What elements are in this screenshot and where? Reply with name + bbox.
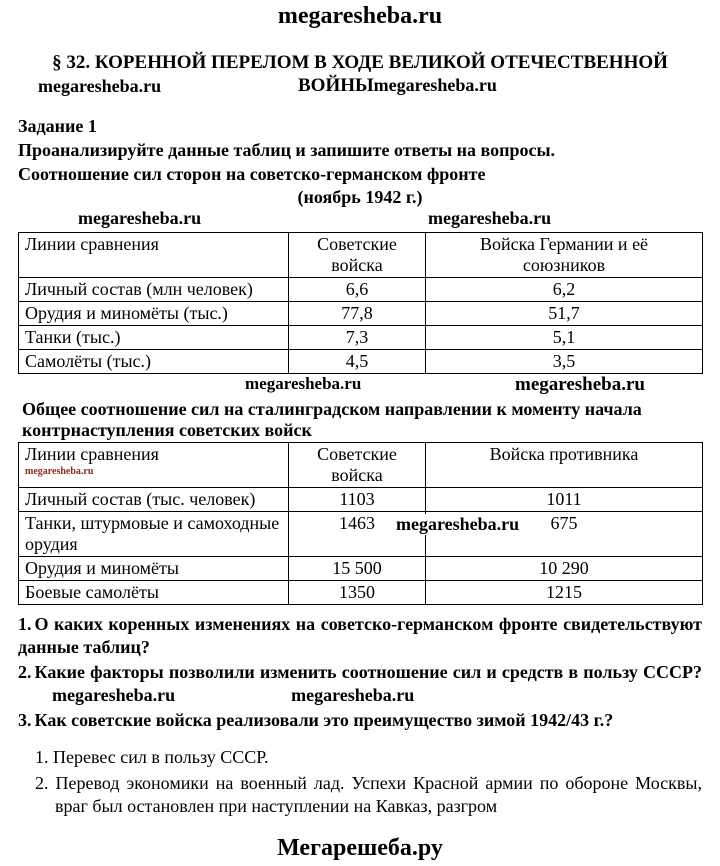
column-header bbox=[19, 443, 289, 488]
answer-number: 1. bbox=[35, 747, 49, 767]
row-label: Орудия и миномёты (тыс.) bbox=[19, 302, 289, 326]
stalingrad-forces-table bbox=[18, 442, 703, 605]
value-cell: 4,5 bbox=[289, 350, 426, 374]
table-header-row bbox=[19, 233, 703, 278]
row-label: Боевые самолёты bbox=[19, 581, 289, 605]
table2-title: Общее соотношение сил на сталинградском направлении к моменту начала контрнаступления советских войск bbox=[22, 399, 642, 440]
table-row bbox=[19, 581, 703, 605]
row-label: Личный состав (тыс. человек) bbox=[19, 488, 289, 512]
questions-block bbox=[18, 613, 702, 732]
answer-number: 2. bbox=[35, 773, 49, 793]
table1-title: Соотношение сил сторон на советско-германском фронте bbox=[18, 164, 486, 184]
question-2 bbox=[18, 661, 702, 707]
watermark: megaresheba.ru bbox=[373, 75, 497, 95]
section-title-word: ВОЙНЫ bbox=[298, 75, 374, 96]
watermark: megaresheba.ru bbox=[396, 514, 520, 534]
section-title-word-group bbox=[298, 75, 497, 97]
value-cell: 5,1 bbox=[426, 326, 703, 350]
value-cell: 3,5 bbox=[426, 350, 703, 374]
table-row bbox=[19, 557, 703, 581]
site-header-watermark: megaresheba.ru bbox=[277, 3, 443, 29]
watermark: megaresheba.ru bbox=[25, 466, 94, 477]
question-text: О каких коренных изменениях на советско-германском фронте свидетельствуют данные таблиц? bbox=[18, 614, 702, 657]
value-cell: 1011 bbox=[426, 488, 703, 512]
question-3 bbox=[18, 709, 702, 732]
answer-text: Перевод экономики на военный лад. Успехи Красной армии по обороне Москвы, враг был остановлен при наступлении на Кавказ, разгром bbox=[55, 773, 702, 816]
table-row bbox=[19, 326, 703, 350]
question-text: Как советские войска реализовали это преимущество зимой 1942/43 г.? bbox=[34, 710, 614, 730]
table-row bbox=[19, 278, 703, 302]
question-text: Какие факторы позволили изменить соотношение сил и средств в пользу СССР? bbox=[34, 662, 702, 682]
column-header: Советские войска bbox=[289, 443, 426, 488]
value-cell: 51,7 bbox=[426, 302, 703, 326]
column-header: Советские войска bbox=[289, 233, 426, 278]
value-cell: 10 290 bbox=[426, 557, 703, 581]
value-cell: 1215 bbox=[426, 581, 703, 605]
watermark: megaresheba.ru bbox=[515, 374, 645, 395]
column-header-text: Линии сравнения bbox=[25, 444, 159, 464]
value-cell: 1103 bbox=[289, 488, 426, 512]
column-header bbox=[426, 233, 703, 278]
value-cell bbox=[289, 512, 520, 557]
row-label: Самолёты (тыс.) bbox=[19, 350, 289, 374]
row-label: Личный состав (млн человек) bbox=[19, 278, 289, 302]
column-header-text: Войска Германии и её союзников bbox=[479, 234, 649, 275]
watermark: megaresheba.ru bbox=[428, 208, 552, 228]
site-footer: Мегарешеба.ру bbox=[277, 835, 443, 861]
value-cell: 6,6 bbox=[289, 278, 426, 302]
value-cell: 1350 bbox=[289, 581, 426, 605]
watermark-row bbox=[0, 208, 720, 231]
task-label: Задание 1 bbox=[18, 116, 97, 136]
question-1 bbox=[18, 613, 702, 659]
column-header: Линии сравнения bbox=[19, 233, 289, 278]
answers-block bbox=[35, 746, 702, 818]
watermark-row bbox=[0, 374, 720, 397]
task-instruction: Проанализируйте данные таблиц и запишите ответы на вопросы. bbox=[18, 140, 556, 160]
watermark: megaresheba.ru bbox=[38, 76, 162, 96]
row-label: Орудия и миномёты bbox=[19, 557, 289, 581]
question-number: 1. bbox=[18, 614, 32, 634]
section-title: § 32. КОРЕННОЙ ПЕРЕЛОМ В ХОДЕ ВЕЛИКОЙ ОТЕЧЕСТВЕННОЙ bbox=[52, 52, 668, 73]
value-text: 1463 bbox=[339, 513, 375, 533]
answer-2 bbox=[35, 772, 702, 818]
watermark: megaresheba.ru bbox=[245, 374, 362, 393]
value-cell: 15 500 bbox=[289, 557, 426, 581]
answer-text: Перевес сил в пользу СССР. bbox=[53, 747, 269, 767]
watermark: megaresheba.ru bbox=[52, 685, 176, 705]
table-header-row bbox=[19, 443, 703, 488]
value-cell: 7,3 bbox=[289, 326, 426, 350]
column-header: Войска противника bbox=[426, 443, 703, 488]
value-cell: 77,8 bbox=[289, 302, 426, 326]
table-row bbox=[19, 488, 703, 512]
answer-1 bbox=[35, 746, 702, 769]
question-number: 3. bbox=[18, 710, 32, 730]
watermark: megaresheba.ru bbox=[78, 208, 202, 228]
value-cell: 6,2 bbox=[426, 278, 703, 302]
table-row bbox=[19, 302, 703, 326]
table1-subtitle: (ноябрь 1942 г.) bbox=[297, 187, 423, 207]
table-row bbox=[19, 512, 703, 557]
row-label: Танки (тыс.) bbox=[19, 326, 289, 350]
row-label: Танки, штурмовые и самоходные орудия bbox=[19, 512, 289, 557]
watermark: megaresheba.ru bbox=[291, 685, 415, 705]
question-number: 2. bbox=[18, 662, 32, 682]
section-title-line2 bbox=[0, 75, 720, 101]
value-cell: 675 bbox=[426, 512, 703, 557]
forces-table-november-1942 bbox=[18, 232, 703, 374]
table-row bbox=[19, 350, 703, 374]
